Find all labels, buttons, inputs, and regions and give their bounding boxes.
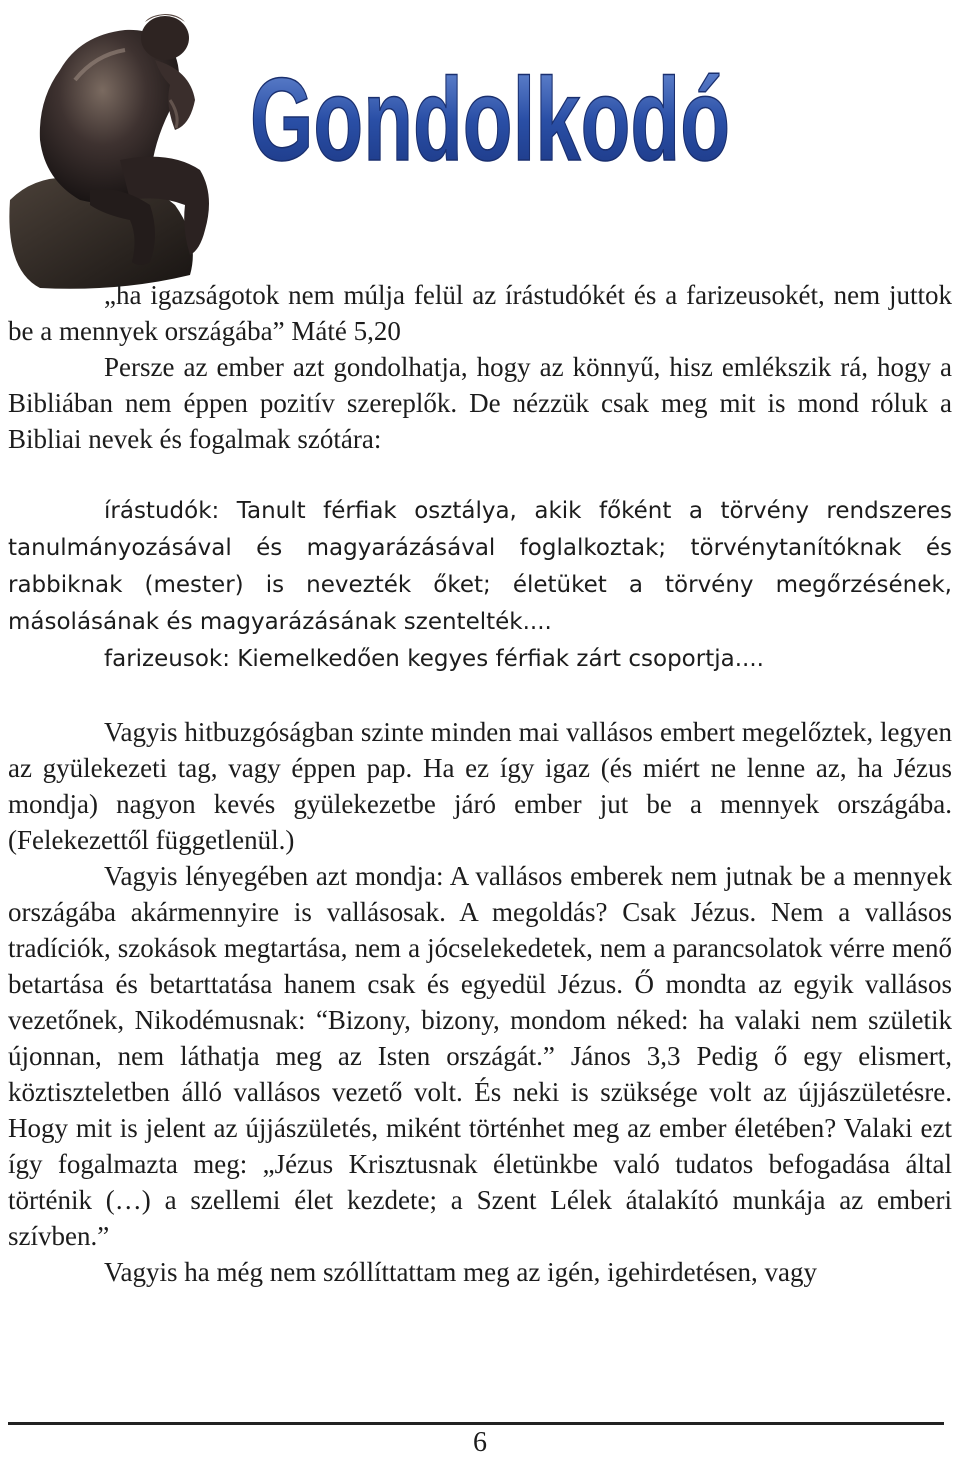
definition-irastudok: írástudók: Tanult férfiak osztálya, akik főként a törvény rendszeres tanulmányozásával és magyarázásával foglalkoztak; törvénytanítóknak és rabbiknak (mester) is nevezték őket; életüket a törvény megőrzésének, másolásának és magyarázásának szentelték.... [8, 498, 952, 635]
paragraph-quote: „ha igazságotok nem múlja felül az írástudókét és a farizeusokét, nem juttok be a mennyek országába” Máté 5,20 [8, 280, 952, 346]
article-body [8, 277, 952, 1290]
paragraph-intro: Persze az ember azt gondolhatja, hogy az könnyű, hisz emlékszik rá, hogy a Bibliában nem éppen pozitív szereplők. De nézzük csak meg mit is mond róluk a Bibliai nevek és fogalmak szótára: [8, 352, 952, 454]
thinker-statue-icon [0, 0, 230, 290]
definition-farizeusok: farizeusok: Kiemelkedően kegyes férfiak zárt csoportja.... [104, 646, 764, 672]
title-text: Gondolkodó [250, 54, 730, 186]
title-logo [250, 48, 810, 188]
footer-divider [8, 1422, 944, 1425]
paragraph-vagyis-1: Vagyis hitbuzgóságban szinte minden mai vallásos embert megelőztek, legyen az gyülekezeti tag, vagy éppen pap. Ha ez így igaz (és miért ne lenne az, ha Jézus mondja) nagyon kevés gyülekezetbe járó ember jut be a mennyek országába. (Felekezettől függetlenül.) [8, 717, 952, 855]
paragraph-vagyis-2: Vagyis lényegében azt mondja: A vallásos emberek nem jutnak be a mennyek országába akármennyire is vallásosak. A megoldás? Csak Jézus. Nem a vallásos tradíciók, szokások megtartása, nem a jócselekedetek, nem a parancsolatok vérre menő betartása és betarttatása hanem csak és egyedül Jézus. Ő mondta az egyik vallásos vezetőnek, Nikodémusnak: “Bizony, bizony, mondom néked: ha valaki nem születik újonnan, nem láthatja meg az Isten országát.” János 3,3 Pedig ő egy elismert, köztiszteletben álló vallásos vezető volt. És neki is szüksége volt az újjászületésre. Hogy mit is jelent az újjászületés, miként történhet meg az ember életében? Valaki ezt így fogalmazta meg: „Jézus Krisztusnak életünkbe való tudatos befogadása által történik (…) a szellemi élet kezdete; a Szent Lélek átalakító munkája az emberi szívben.” [8, 861, 952, 1251]
page-number: 6 [473, 1427, 487, 1458]
paragraph-vagyis-3: Vagyis ha még nem szóllíttattam meg az igén, igehirdetésen, vagy [104, 1257, 818, 1287]
